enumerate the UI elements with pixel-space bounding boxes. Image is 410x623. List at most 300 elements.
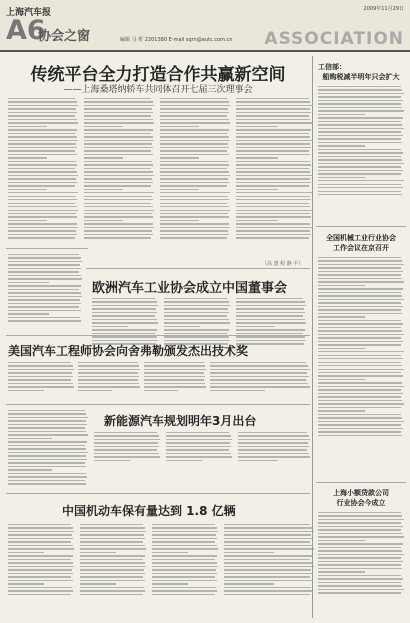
text-line xyxy=(160,192,230,193)
text-line xyxy=(318,285,365,286)
text-line xyxy=(8,538,73,539)
text-line xyxy=(8,157,47,158)
text-line xyxy=(8,292,81,293)
text-line xyxy=(318,550,402,551)
text-line xyxy=(144,379,204,380)
text-line xyxy=(318,557,401,558)
text-line xyxy=(8,196,76,197)
text-line xyxy=(318,358,403,359)
text-line xyxy=(318,156,401,157)
text-line xyxy=(8,555,73,556)
text-line xyxy=(94,460,130,461)
text-line xyxy=(318,386,404,387)
text-line xyxy=(164,326,200,327)
text-column xyxy=(166,432,232,463)
text-line xyxy=(160,147,229,148)
text-line xyxy=(318,348,365,349)
text-line xyxy=(80,545,145,546)
text-line xyxy=(318,288,403,289)
text-line xyxy=(318,260,402,261)
text-line xyxy=(318,568,402,569)
text-line xyxy=(318,117,403,118)
text-line xyxy=(164,315,227,316)
text-line xyxy=(224,548,314,549)
text-line xyxy=(236,157,278,158)
text-line xyxy=(80,541,143,542)
text-line xyxy=(318,107,402,108)
text-line xyxy=(8,473,86,474)
text-line xyxy=(318,382,402,383)
text-line xyxy=(164,329,229,330)
text-line xyxy=(94,453,159,454)
text-line xyxy=(78,386,140,387)
text-line xyxy=(238,456,310,457)
text-line xyxy=(80,527,145,528)
text-line xyxy=(318,522,401,523)
text-line xyxy=(236,315,303,316)
text-line xyxy=(318,295,402,296)
text-line xyxy=(318,142,402,143)
text-line xyxy=(318,515,402,516)
sidebar-3-title-2: 行业协会今成立 xyxy=(336,499,386,507)
text-line xyxy=(236,336,305,337)
text-line xyxy=(160,196,228,197)
text-line xyxy=(318,554,404,555)
sidebar-2-title-1: 全国机械工业行业协会 xyxy=(326,234,396,242)
text-line xyxy=(236,189,278,190)
text-line xyxy=(144,376,205,377)
text-line xyxy=(318,344,401,345)
text-line xyxy=(318,410,365,411)
text-line xyxy=(8,548,74,549)
text-line xyxy=(318,114,365,115)
text-line xyxy=(84,126,123,127)
text-line xyxy=(84,157,123,158)
text-line xyxy=(92,322,158,323)
text-line xyxy=(92,336,157,337)
text-line xyxy=(80,573,145,574)
text-line xyxy=(236,115,309,116)
text-line xyxy=(318,103,401,104)
text-line xyxy=(238,453,309,454)
text-line xyxy=(318,121,401,122)
text-line xyxy=(84,98,151,99)
text-line xyxy=(224,594,310,595)
text-line xyxy=(224,590,313,591)
text-line xyxy=(92,301,157,302)
text-line xyxy=(224,555,313,556)
text-line xyxy=(84,154,153,155)
text-line xyxy=(8,317,80,318)
text-line xyxy=(8,189,47,190)
text-line xyxy=(80,576,143,577)
text-line xyxy=(318,100,403,101)
text-line xyxy=(144,365,205,366)
text-line xyxy=(210,379,306,380)
text-line xyxy=(94,432,157,433)
text-line xyxy=(8,161,76,162)
text-line xyxy=(8,98,75,99)
text-line xyxy=(8,365,73,366)
text-line xyxy=(8,424,87,425)
text-line xyxy=(236,196,310,197)
text-line xyxy=(224,545,312,546)
text-line xyxy=(318,166,401,167)
text-line xyxy=(318,180,404,181)
text-line xyxy=(236,326,275,327)
text-line xyxy=(80,555,145,556)
newspaper-logo: 上海汽车报 xyxy=(6,8,52,18)
text-column xyxy=(164,298,230,347)
text-line xyxy=(160,189,199,190)
text-line xyxy=(8,237,75,238)
text-line xyxy=(8,213,76,214)
text-line xyxy=(318,575,401,576)
text-line xyxy=(224,566,314,567)
text-line xyxy=(84,213,152,214)
text-line xyxy=(80,552,116,553)
text-line xyxy=(160,112,229,113)
text-line xyxy=(8,143,76,144)
text-line xyxy=(318,519,404,520)
text-line xyxy=(8,420,86,421)
text-line xyxy=(164,301,229,302)
text-line xyxy=(236,301,305,302)
text-line xyxy=(152,541,215,542)
text-line xyxy=(8,108,76,109)
text-line xyxy=(318,145,365,146)
text-line xyxy=(318,292,401,293)
text-line xyxy=(236,305,306,306)
text-line xyxy=(318,365,402,366)
text-line xyxy=(160,185,227,186)
text-line xyxy=(238,432,307,433)
text-line xyxy=(318,271,403,272)
text-line xyxy=(84,189,123,190)
text-line xyxy=(318,543,403,544)
text-line xyxy=(84,230,152,231)
text-line xyxy=(318,163,404,164)
text-line xyxy=(8,119,77,120)
sidebar-1-kicker: 工信部： xyxy=(318,63,346,71)
section-number: A6 xyxy=(6,15,46,46)
text-line xyxy=(318,159,402,160)
text-line xyxy=(84,182,153,183)
text-line xyxy=(8,569,72,570)
text-line xyxy=(8,531,74,532)
text-column xyxy=(84,98,154,241)
text-line xyxy=(210,362,306,363)
text-line xyxy=(236,185,309,186)
text-line xyxy=(236,199,311,200)
text-line xyxy=(224,580,312,581)
text-line xyxy=(8,220,47,221)
text-line xyxy=(8,289,79,290)
text-line xyxy=(236,230,310,231)
text-line xyxy=(8,590,73,591)
text-line xyxy=(80,569,144,570)
text-line xyxy=(144,369,206,370)
text-column xyxy=(152,524,218,597)
text-line xyxy=(318,278,402,279)
text-line xyxy=(94,456,160,457)
text-line xyxy=(236,206,310,207)
text-line xyxy=(84,140,154,141)
text-column xyxy=(8,254,82,324)
text-line xyxy=(160,140,230,141)
text-line xyxy=(236,340,306,341)
text-line xyxy=(236,171,310,172)
text-line xyxy=(152,576,215,577)
text-line xyxy=(80,559,143,560)
text-line xyxy=(8,164,77,165)
text-line xyxy=(8,562,73,563)
headline-a3: 美国汽车工程师协会向舍弗勒颁发杰出技术奖 xyxy=(8,344,249,358)
text-line xyxy=(8,594,71,595)
text-line xyxy=(236,322,306,323)
text-column xyxy=(238,432,310,463)
text-line xyxy=(318,187,403,188)
text-line xyxy=(224,573,313,574)
text-line xyxy=(160,157,199,158)
text-line xyxy=(80,590,145,591)
text-line xyxy=(84,101,153,102)
text-line xyxy=(8,182,77,183)
text-line xyxy=(236,192,312,193)
text-line xyxy=(152,569,216,570)
text-line xyxy=(166,442,230,443)
text-line xyxy=(8,462,85,463)
text-line xyxy=(84,150,151,151)
text-line xyxy=(160,171,229,172)
text-line xyxy=(8,455,86,456)
text-line xyxy=(8,227,78,228)
text-line xyxy=(318,149,401,150)
text-line xyxy=(224,576,310,577)
text-line xyxy=(152,587,216,588)
text-line xyxy=(8,105,78,106)
text-line xyxy=(8,445,85,446)
text-line xyxy=(84,227,154,228)
text-line xyxy=(166,456,232,457)
text-line xyxy=(8,234,77,235)
text-line xyxy=(160,108,228,109)
text-line xyxy=(8,583,44,584)
text-column xyxy=(94,432,160,463)
text-line xyxy=(8,296,82,297)
sidebar-2-title-2: 工作会议在京召开 xyxy=(333,244,389,252)
text-column xyxy=(78,362,140,393)
text-line xyxy=(160,150,227,151)
text-line xyxy=(84,147,153,148)
text-line xyxy=(78,383,139,384)
text-line xyxy=(84,196,152,197)
text-line xyxy=(152,590,217,591)
text-line xyxy=(144,390,178,391)
text-column xyxy=(92,298,158,347)
text-line xyxy=(144,383,205,384)
section-name: 协会之窗 xyxy=(38,29,91,44)
text-line xyxy=(318,396,401,397)
text-line xyxy=(160,175,230,176)
text-line xyxy=(144,386,206,387)
text-line xyxy=(160,178,228,179)
text-line xyxy=(236,112,311,113)
text-line xyxy=(8,310,81,311)
text-line xyxy=(8,466,86,467)
text-line xyxy=(236,154,310,155)
issue-date: 2009年11月29日 xyxy=(363,6,404,12)
text-line xyxy=(94,439,160,440)
text-column xyxy=(318,86,404,198)
text-line xyxy=(152,552,188,553)
text-line xyxy=(236,178,310,179)
text-line xyxy=(318,536,404,537)
text-line xyxy=(224,524,310,525)
text-line xyxy=(166,449,229,450)
text-line xyxy=(318,431,401,432)
text-line xyxy=(318,138,401,139)
text-line xyxy=(236,223,310,224)
text-line xyxy=(224,538,313,539)
text-line xyxy=(318,424,401,425)
text-line xyxy=(152,531,218,532)
text-line xyxy=(318,547,401,548)
text-line xyxy=(210,372,307,373)
text-line xyxy=(318,131,401,132)
text-line xyxy=(84,237,151,238)
text-line xyxy=(166,460,202,461)
text-line xyxy=(8,147,77,148)
text-line xyxy=(8,268,81,269)
text-line xyxy=(8,129,77,130)
text-line xyxy=(224,531,314,532)
text-line xyxy=(8,534,72,535)
text-line xyxy=(80,587,144,588)
text-line xyxy=(318,393,403,394)
text-line xyxy=(318,540,365,541)
text-line xyxy=(84,129,153,130)
text-line xyxy=(318,135,403,136)
text-line xyxy=(152,538,217,539)
text-line xyxy=(318,362,401,363)
text-line xyxy=(224,534,311,535)
text-line xyxy=(78,372,138,373)
text-line xyxy=(236,133,309,134)
text-line xyxy=(80,566,146,567)
text-line xyxy=(236,210,312,211)
text-line xyxy=(78,369,140,370)
text-line xyxy=(8,362,71,363)
text-line xyxy=(84,115,151,116)
text-line xyxy=(78,390,112,391)
text-line xyxy=(318,435,402,436)
text-line xyxy=(318,306,403,307)
text-line xyxy=(318,414,401,415)
text-line xyxy=(8,459,87,460)
text-line xyxy=(236,150,309,151)
editor-info: 编辑 马 忻 2201380 E-mail sqrn@autc.com.cn xyxy=(120,37,233,43)
text-line xyxy=(80,580,145,581)
text-line xyxy=(8,369,74,370)
text-line xyxy=(8,230,76,231)
text-line xyxy=(318,93,404,94)
text-line xyxy=(318,96,401,97)
text-line xyxy=(80,538,145,539)
text-line xyxy=(8,452,88,453)
text-line xyxy=(318,369,404,370)
text-line xyxy=(236,216,311,217)
text-line xyxy=(318,512,401,513)
text-line xyxy=(152,594,215,595)
text-column xyxy=(210,362,310,393)
text-line xyxy=(236,164,311,165)
text-line xyxy=(318,299,404,300)
text-line xyxy=(8,192,78,193)
text-line xyxy=(160,234,229,235)
text-line xyxy=(164,308,228,309)
text-line xyxy=(92,315,155,316)
text-line xyxy=(8,541,71,542)
text-line xyxy=(318,313,402,314)
text-line xyxy=(8,469,52,470)
text-line xyxy=(160,101,229,102)
text-line xyxy=(8,313,49,314)
text-line xyxy=(8,559,71,560)
text-line xyxy=(210,369,310,370)
text-line xyxy=(236,119,310,120)
text-line xyxy=(84,223,153,224)
text-line xyxy=(318,281,404,282)
text-line xyxy=(92,319,157,320)
text-line xyxy=(236,108,310,109)
text-line xyxy=(224,587,311,588)
text-line xyxy=(160,168,227,169)
text-line xyxy=(236,105,312,106)
text-line xyxy=(8,438,52,439)
text-line xyxy=(78,379,138,380)
text-line xyxy=(84,108,152,109)
text-column xyxy=(80,524,146,597)
text-line xyxy=(164,319,229,320)
text-line xyxy=(236,136,310,137)
text-line xyxy=(8,441,87,442)
text-line xyxy=(160,230,228,231)
masthead xyxy=(0,0,410,52)
text-line xyxy=(8,379,71,380)
text-line xyxy=(8,573,73,574)
text-line xyxy=(318,571,365,572)
text-line xyxy=(160,115,227,116)
text-line xyxy=(8,275,81,276)
text-line xyxy=(224,541,310,542)
text-line xyxy=(318,173,401,174)
text-line xyxy=(166,453,231,454)
text-line xyxy=(84,199,153,200)
text-line xyxy=(160,223,229,224)
text-line xyxy=(84,105,154,106)
text-line xyxy=(318,128,404,129)
text-line xyxy=(92,298,155,299)
text-line xyxy=(84,234,153,235)
text-line xyxy=(318,264,404,265)
headline-a5: 中国机动车保有量达到 1.8 亿辆 xyxy=(62,504,236,518)
section-english: ASSOCIATION xyxy=(264,29,404,49)
text-line xyxy=(84,171,153,172)
text-line xyxy=(92,312,157,313)
text-line xyxy=(160,213,228,214)
text-line xyxy=(318,561,403,562)
